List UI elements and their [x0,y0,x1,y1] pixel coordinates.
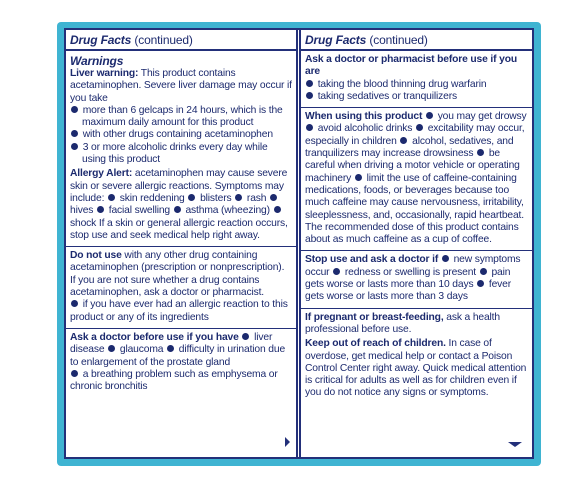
do-not-use [70,250,292,326]
allergy-item: blisters [200,192,232,204]
when-using-item: be careful when driving a motor vehicle or operating machinery [305,148,520,184]
bullet-icon [333,268,340,275]
bullet-icon [97,206,104,213]
bullet-icon [270,194,277,201]
bullet-icon [188,194,195,201]
keep-out-of-reach [305,338,528,401]
when-using-item: excitability may occur, especially in children [305,123,525,147]
liver-item [70,129,292,141]
do-not-use-item-text: if you have ever had an allergic reaction to this product or any of its ingredients [70,299,288,323]
allergy-alert-label: Allergy Alert: [70,168,133,180]
do-not-use-text: with any other drug containing acetaminophen (prescription or nonprescription). If you are not sure whether a drug contains acetaminophen, ask a doctor or pharmacist. [70,250,285,299]
ask-pharmacist-label: Ask a doctor or pharmacist before use if you are [305,54,517,78]
liver-item-text: 3 or more alcoholic drinks every day while using this product [82,141,268,166]
pregnancy [305,312,528,339]
stop-use-item: pain gets worse or lasts more than 10 days [305,266,511,291]
label-border [57,22,541,466]
ask-doctor-label: Ask a doctor before use if you have [70,331,239,343]
liver-item-text: more than 6 gelcaps in 24 hours, which is the maximum daily amount for this product [82,104,283,129]
section-divider [66,246,296,247]
do-not-use-label: Do not use [70,250,122,262]
liver-item [70,105,292,130]
bullet-icon [71,143,78,150]
allergy-item: facial swelling [108,205,171,217]
stop-use [305,254,528,305]
stop-use-item: fever gets worse or lasts more than 3 days [305,279,512,303]
do-not-use-item [70,299,292,324]
bullet-icon [71,130,78,137]
bullet-icon [306,80,313,87]
bullet-icon [108,194,115,201]
when-using-label: When using this product [305,111,423,123]
ask-pharmacist-item [305,79,528,91]
bullet-icon [71,370,78,377]
allergy-alert [70,168,292,244]
bullet-icon [480,268,487,275]
warnings-heading: Warnings [70,54,124,68]
bullet-icon [442,255,449,262]
ask-doctor-item: liver disease [70,331,273,356]
bullet-icon [242,333,249,340]
allergy-alert-text: acetaminophen may cause severe skin or severe allergic reactions. Symptoms may include: [70,168,288,204]
allergy-after-text: If a skin or general allergic reaction occurs, stop use and seek medical help right away. [70,217,288,241]
section-divider [301,250,532,251]
right-title [301,33,532,51]
title-rest: (continued) [366,33,428,47]
ask-pharmacist-item-text: taking the blood thinning drug warfarin [317,78,487,90]
left-title [66,33,296,51]
right-column [299,30,532,457]
title-rest: (continued) [131,33,193,47]
bullet-icon [71,300,78,307]
bullet-icon [400,137,407,144]
allergy-item: skin reddening [119,192,185,204]
liver-item [70,142,292,167]
allergy-item: rash [246,192,267,204]
liver-warning-text: This product contains acetaminophen. Severe liver damage may occur if you take [70,68,292,104]
allergy-item: asthma (wheezing) [185,205,270,217]
stop-use-label: Stop use and ask a doctor if [305,254,439,266]
section-divider [66,328,296,329]
bullet-icon [355,174,362,181]
pregnancy-label: If pregnant or breast-feeding, [305,311,444,323]
ask-pharmacist-item-text: taking sedatives or tranquilizers [317,90,457,102]
title-bold: Drug Facts [305,33,367,47]
when-using-item: alcohol, sedatives, and tranquilizers may increase drowsiness [305,135,514,160]
ask-pharmacist-item [305,91,528,103]
bullet-icon [108,345,115,352]
ask-doctor-item-row [70,369,292,394]
ask-doctor [70,332,292,395]
stop-use-item: redness or swelling is present [344,266,477,278]
pregnancy-text: ask a health professional before use. [305,311,500,335]
ask-doctor-item: glaucoma [119,344,164,356]
ask-doctor-item: a breathing problem such as emphysema or chronic bronchitis [70,368,278,393]
bullet-icon [274,206,281,213]
when-using-item: avoid alcoholic drinks [317,123,413,135]
continue-down-arrow-icon [508,442,522,447]
allergy-item: hives [70,205,94,217]
stop-use-item: new symptoms occur [305,254,521,278]
liver-warning [70,68,292,168]
title-bold: Drug Facts [70,33,132,47]
bullet-icon [174,206,181,213]
left-column [66,30,298,457]
bullet-icon [477,149,484,156]
bullet-icon [235,194,242,201]
bullet-icon [167,345,174,352]
bullet-icon [306,92,313,99]
when-using-item: you may get drowsy [437,111,527,123]
liver-warning-label: Liver warning: [70,68,139,79]
when-using-item: limit the use of caffeine-containing medications, foods, or beverages because too much caffeine may cause nervousness, irritability, sleeplessness, and, occasionally, rapid heartbeat. The recommended dose of this product contains about as much caffeine as a cup of coffee. [305,172,524,246]
section-divider [301,107,532,108]
bullet-icon [426,112,433,119]
liver-item-text: with other drugs containing acetaminophen [82,129,273,141]
bullet-icon [71,106,78,113]
bullet-icon [477,280,484,287]
ask-doctor-item: difficulty in urination due to enlargement of the prostate gland [70,344,286,368]
drug-facts-panel [64,28,534,459]
ask-pharmacist [305,54,528,105]
when-using [305,111,528,248]
section-divider [301,308,532,309]
continue-arrow-icon [285,437,290,447]
bullet-icon [416,124,423,131]
keep-out-of-reach-text: In case of overdose, get medical help or contact a Poison Control Center right away. Quick medical attention is critical for adults as well as for children even if you do not notice any signs or symptoms. [305,338,527,399]
bullet-icon [306,124,313,131]
keep-out-of-reach-label: Keep out of reach of children. [305,338,446,350]
allergy-item: shock [70,217,97,229]
